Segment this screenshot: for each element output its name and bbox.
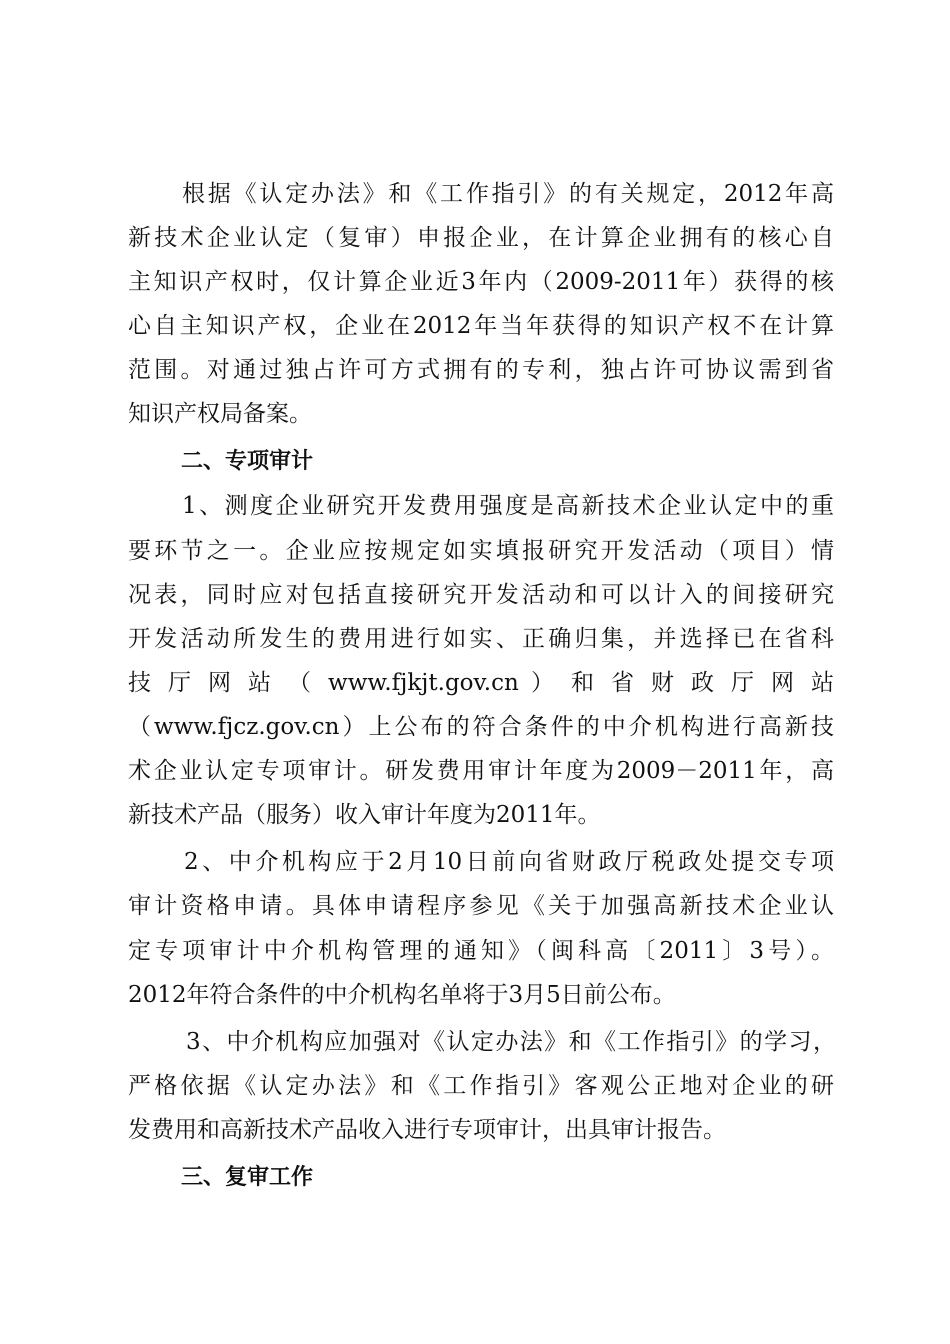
item-2-line-2: 审计资格申请。具体申请程序参见《关于加强高新技术企业认 xyxy=(128,893,834,919)
item-1-line-7: 术企业认定专项审计。研发费用审计年度为2009－2011年，高 xyxy=(128,758,834,784)
item-3-line-3: 发费用和高新技术产品收入进行专项审计，出具审计报告。 xyxy=(128,1117,726,1143)
item-1-line-1: 1、测度企业研究开发费用强度是高新技术企业认定中的重 xyxy=(182,493,834,519)
item-3-line-1: 3、中介机构应加强对《认定办法》和《工作指引》的学习， xyxy=(186,1029,836,1055)
item-2-line-4: 2012年符合条件的中介机构名单将于3月5日前公布。 xyxy=(128,982,676,1008)
paragraph-1-line-4: 心自主知识产权，企业在2012年当年获得的知识产权不在计算 xyxy=(128,313,834,339)
item-1-line-4: 开发活动所发生的费用进行如实、正确归集，并选择已在省科 xyxy=(128,626,834,652)
paragraph-1-line-2: 新技术企业认定（复审）申报企业，在计算企业拥有的核心自 xyxy=(128,225,834,251)
section-2-heading: 二、专项审计 xyxy=(181,449,314,474)
section-3-heading: 三、复审工作 xyxy=(181,1165,314,1190)
item-1-line-8: 新技术产品（服务）收入审计年度为2011年。 xyxy=(128,802,601,828)
item-1-line-5: 技 厅 网 站 （ www.fjkjt.gov.cn ） 和 省 财 政 厅 网 站 xyxy=(128,670,834,696)
item-3-line-2: 严格依据《认定办法》和《工作指引》客观公正地对企业的研 xyxy=(128,1073,834,1099)
item-1-line-2: 要环节之一。企业应按规定如实填报研究开发活动（项目）情 xyxy=(128,538,834,564)
paragraph-1-line-5: 范围。对通过独占许可方式拥有的专利，独占许可协议需到省 xyxy=(128,357,834,383)
item-1-line-3: 况表，同时应对包括直接研究开发活动和可以计入的间接研究 xyxy=(128,582,834,608)
item-1-line-6: （www.fjcz.gov.cn）上公布的符合条件的中介机构进行高新技 xyxy=(128,714,834,740)
paragraph-1-line-3: 主知识产权时，仅计算企业近3年内（2009-2011年）获得的核 xyxy=(128,269,834,295)
item-2-line-3: 定专项审计中介机构管理的通知》（闽科高〔2011〕3号）。 xyxy=(128,938,834,964)
item-2-line-1: 2、中介机构应于2月10日前向省财政厅税政处提交专项 xyxy=(184,849,834,875)
paragraph-1-line-6: 知识产权局备案。 xyxy=(128,401,312,427)
paragraph-1-line-1: 根据《认定办法》和《工作指引》的有关规定，2012年高 xyxy=(182,181,834,207)
